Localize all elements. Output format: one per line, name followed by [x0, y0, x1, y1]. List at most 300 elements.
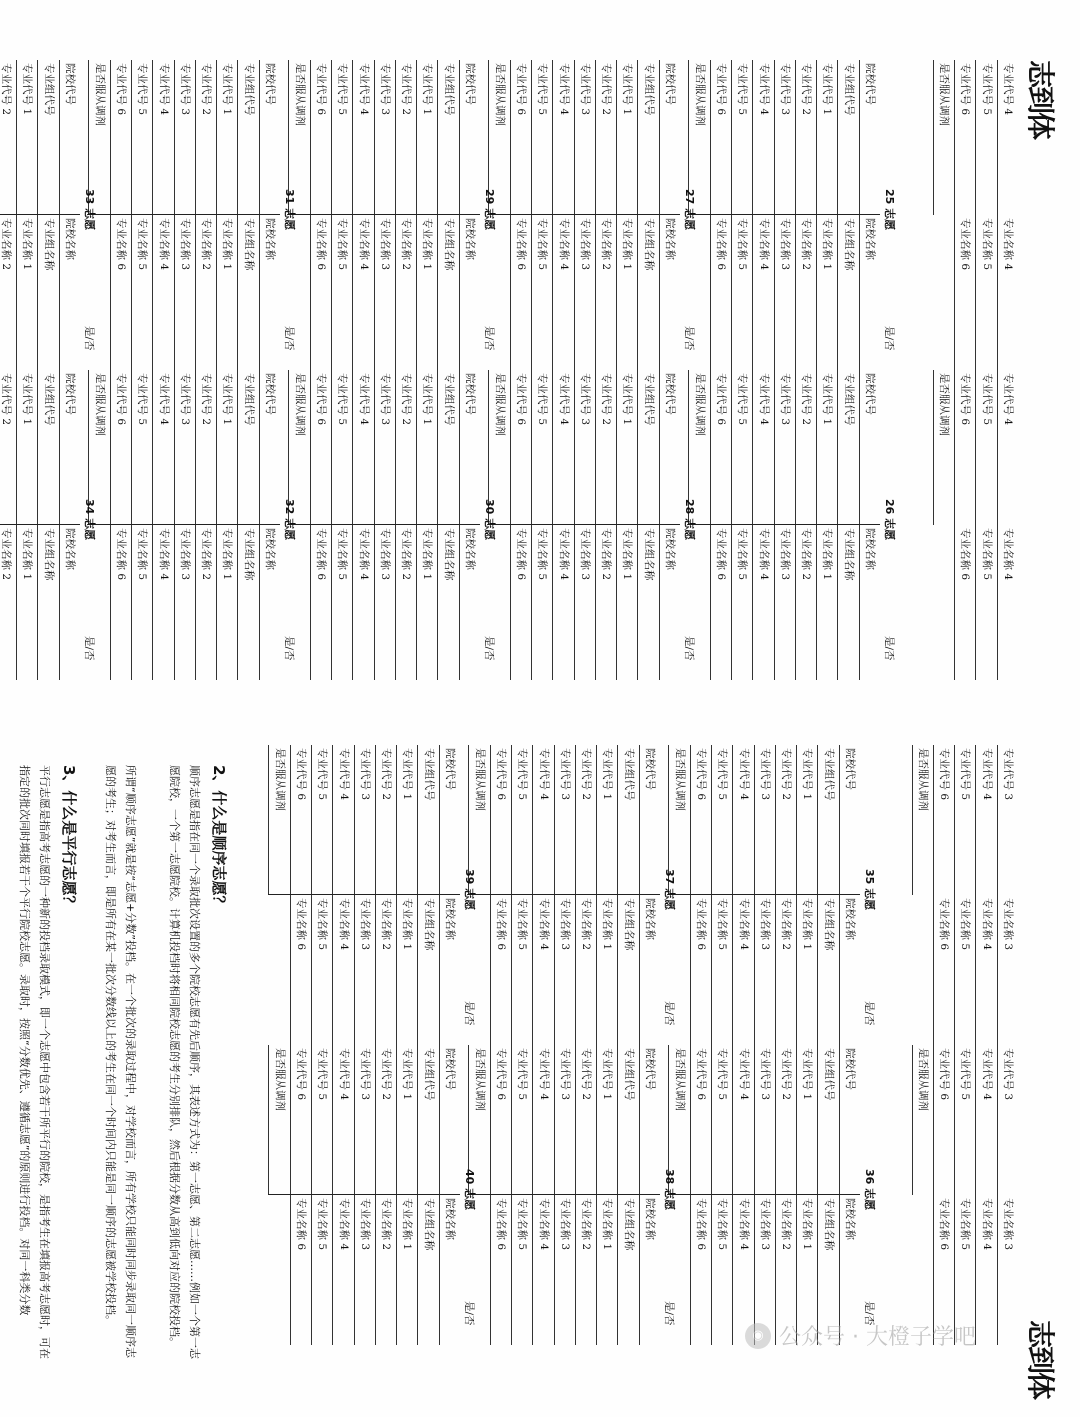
- form-cell-label: 院校代号: [864, 63, 876, 105]
- form-cell-label: 专业代号 2: [800, 373, 813, 426]
- form-row: [511, 895, 532, 1045]
- form-row: [532, 1045, 553, 1194]
- form-row: [637, 215, 658, 370]
- yes-no-option[interactable]: 是/否: [483, 326, 495, 351]
- form-cell-label: 专业名称 4: [980, 898, 993, 951]
- form-row: [754, 745, 775, 894]
- form-row: [417, 745, 438, 894]
- form-cell-label: 专业名称 6: [494, 898, 507, 951]
- form-row: [954, 745, 975, 895]
- form-row: [131, 60, 152, 214]
- continued-code-column: [912, 745, 1018, 895]
- form-cell-label: 是否服从调剂: [293, 373, 306, 436]
- form-row: [152, 525, 173, 680]
- form-row: [954, 1045, 975, 1195]
- form-row: [110, 215, 131, 370]
- form-cell-label: 专业代号 3: [578, 373, 591, 426]
- form-row: [510, 215, 531, 370]
- form-cell-label: 专业代号 6: [314, 63, 327, 116]
- form-row: [859, 525, 880, 680]
- form-row: [374, 370, 395, 524]
- form-row: [690, 1045, 711, 1194]
- form-cell-label: 专业名称 3: [1002, 898, 1014, 951]
- form-cell-label: 院校名称: [264, 218, 276, 260]
- form-row: [617, 1045, 638, 1194]
- form-row: [195, 215, 216, 370]
- section-3-para: 平行志愿是指高考志愿的一种新的投档录取模式，即一个志愿中包含若干所平行的院校，是指考生在填报高考志愿时，可在指定的批次同时填报若干个平行院校志愿。录取时，按照“分数优先、遵循志愿”的原则进行投档。对同一科类分数: [18, 765, 51, 1359]
- form-cell-label: 是否服从调剂: [473, 748, 486, 811]
- form-row: [16, 60, 37, 214]
- brand-logo-left: 志到体: [1024, 60, 1057, 139]
- continued-name-column: [954, 215, 1018, 370]
- form-row: [711, 1045, 732, 1194]
- form-row: [311, 1195, 332, 1345]
- form-row: [532, 745, 553, 894]
- yes-no-option[interactable]: 是/否: [283, 636, 295, 661]
- form-cell-label: 专业名称 1: [221, 528, 234, 581]
- form-row: [416, 215, 437, 370]
- form-row: [511, 745, 532, 894]
- form-cell-label: 专业代号 3: [758, 1048, 771, 1101]
- form-cell-label: 是否服从调剂: [273, 748, 286, 811]
- form-cell-label: 专业代号 4: [557, 373, 570, 426]
- form-cell-label: 院校代号: [664, 373, 676, 415]
- form-cell-label: 专业代号 6: [714, 63, 727, 116]
- form-row: [174, 60, 195, 214]
- form-row: [531, 215, 552, 370]
- form-cell-label: 专业组名称: [422, 898, 435, 951]
- form-cell-label: 院校名称: [64, 528, 76, 570]
- yes-no-option[interactable]: 是/否: [883, 326, 895, 351]
- form-cell-label: 专业组代号: [242, 373, 255, 426]
- continued-name-column: [933, 895, 1018, 1045]
- form-cell-label: 专业代号 1: [821, 63, 834, 116]
- volunteer-code-column: [0, 370, 80, 525]
- form-row: [490, 1195, 511, 1345]
- form-row: [259, 215, 280, 370]
- form-row: [216, 370, 237, 524]
- form-cell-label: 专业名称 6: [694, 1198, 707, 1251]
- yes-no-option[interactable]: 是/否: [83, 326, 95, 351]
- form-row: [997, 895, 1018, 1045]
- form-row: [912, 1045, 933, 1195]
- form-cell-label: 专业名称 5: [336, 218, 349, 271]
- form-cell-label: 专业代号 5: [336, 63, 349, 116]
- continued-code-column: [933, 60, 1018, 215]
- form-row: [816, 60, 837, 214]
- form-row: [954, 60, 975, 215]
- form-row: [0, 60, 16, 214]
- form-cell-label: 专业代号 3: [558, 748, 571, 801]
- volunteer-title: 30 志愿: [483, 499, 496, 541]
- form-row: [659, 370, 680, 524]
- form-row: [731, 60, 752, 214]
- form-cell-label: 专业名称 6: [959, 218, 972, 271]
- form-cell-label: 专业名称 4: [357, 218, 370, 271]
- form-cell-label: 是否服从调剂: [693, 373, 706, 436]
- form-cell-label: 专业代号 5: [716, 1048, 729, 1101]
- form-row: [354, 1195, 375, 1345]
- form-row: [817, 1045, 838, 1194]
- volunteer-name-column: [490, 895, 660, 1045]
- form-cell-label: 专业代号 3: [578, 63, 591, 116]
- form-row: [131, 215, 152, 370]
- form-cell-label: 专业组代号: [242, 63, 255, 116]
- form-cell-label: 院校名称: [644, 898, 656, 940]
- form-cell-label: 专业代号 4: [737, 1048, 750, 1101]
- form-cell-label: 专业名称 6: [314, 528, 327, 581]
- form-cell-label: 院校代号: [864, 373, 876, 415]
- form-cell-label: 专业名称 6: [959, 528, 972, 581]
- form-row: [837, 60, 858, 214]
- volunteer-code-column: [488, 370, 680, 525]
- form-row: [775, 895, 796, 1045]
- form-cell-label: 专业名称 5: [516, 898, 529, 951]
- form-cell-label: 是否服从调剂: [916, 1048, 929, 1111]
- form-cell-label: 专业代号 5: [136, 63, 149, 116]
- form-cell-label: 专业名称 5: [716, 898, 729, 951]
- form-row: [574, 370, 595, 524]
- volunteer-code-column: [288, 60, 480, 215]
- form-cell-label: 专业名称 3: [578, 218, 591, 271]
- form-cell-label: 院校名称: [864, 528, 876, 570]
- form-row: [310, 525, 331, 680]
- yes-no-option[interactable]: 是/否: [683, 636, 695, 661]
- form-row: [331, 215, 352, 370]
- form-cell-label: 专业代号 3: [358, 1048, 371, 1101]
- form-cell-label: 专业名称 4: [537, 1198, 550, 1251]
- form-row: [532, 1195, 553, 1345]
- form-row: [754, 895, 775, 1045]
- form-cell-label: 专业名称 1: [21, 218, 34, 271]
- form-cell-label: 专业名称 6: [514, 528, 527, 581]
- form-row: [439, 745, 460, 894]
- form-row: [311, 895, 332, 1045]
- form-cell-label: 是否服从调剂: [293, 63, 306, 126]
- yes-no-option[interactable]: 是/否: [463, 1001, 475, 1026]
- form-row: [332, 1195, 353, 1345]
- form-row: [374, 60, 395, 214]
- form-cell-label: 专业名称 4: [737, 1198, 750, 1251]
- form-row: [912, 745, 933, 895]
- form-cell-label: 专业组名称: [442, 528, 455, 581]
- form-row: [59, 215, 80, 370]
- form-row: [839, 895, 860, 1045]
- form-cell-label: 专业代号 5: [736, 63, 749, 116]
- form-row: [375, 895, 396, 1045]
- form-cell-label: 专业代号 6: [938, 748, 951, 801]
- form-cell-label: 专业名称 5: [136, 528, 149, 581]
- form-cell-label: 专业组代号: [422, 748, 435, 801]
- volunteer-name-column: [0, 215, 80, 370]
- form-cell-label: 院校名称: [444, 1198, 456, 1240]
- yes-no-option[interactable]: 是/否: [883, 636, 895, 661]
- form-row: [395, 370, 416, 524]
- form-cell-label: 专业组代号: [842, 373, 855, 426]
- form-cell-label: 专业名称 1: [421, 218, 434, 271]
- form-cell-label: 专业代号 2: [580, 1048, 593, 1101]
- form-cell-label: 专业名称 3: [358, 898, 371, 951]
- watermark: [745, 1320, 976, 1351]
- form-row: [459, 370, 480, 524]
- form-cell-label: 专业代号 3: [378, 63, 391, 116]
- form-row: [237, 60, 258, 214]
- section-2-para-a: 顺序志愿是指在同一个录取批次设置的多个院校志愿有先后顺序，其表述方式为：第一志愿、第二志愿……例如一个第一志愿院校，一个第一志愿院校。计算机投档时将相同院校志愿的考生分别排队，然后根据分数从高到低向对应的院校投档。: [168, 765, 201, 1359]
- form-row: [439, 1195, 460, 1345]
- form-cell-label: 专业代号 3: [178, 373, 191, 426]
- form-row: [554, 745, 575, 894]
- form-row: [617, 895, 638, 1045]
- form-cell-label: 专业代号 2: [200, 63, 213, 116]
- form-cell-label: 是否服从调剂: [938, 373, 951, 436]
- form-row: [731, 525, 752, 680]
- form-row: [459, 215, 480, 370]
- form-cell-label: 专业代号 2: [800, 63, 813, 116]
- form-cell-label: 院校名称: [464, 528, 476, 570]
- form-row: [731, 370, 752, 524]
- form-row: [616, 370, 637, 524]
- form-row: [575, 895, 596, 1045]
- form-row: [754, 1045, 775, 1194]
- volunteer-name-column: [310, 215, 480, 370]
- form-cell-label: 是否服从调剂: [938, 63, 951, 126]
- volunteer-name-column: [490, 1195, 660, 1345]
- form-cell-label: 专业代号 5: [536, 373, 549, 426]
- form-row: [795, 370, 816, 524]
- form-row: [174, 370, 195, 524]
- form-cell-label: 专业代号 4: [337, 748, 350, 801]
- yes-no-option[interactable]: 是/否: [863, 1001, 875, 1026]
- form-cell-label: 专业组名称: [422, 1198, 435, 1251]
- form-row: [933, 895, 954, 1045]
- form-row: [933, 370, 954, 525]
- volunteer-name-column: [710, 525, 880, 680]
- form-cell-label: 专业名称 4: [337, 1198, 350, 1251]
- form-cell-label: 专业名称 1: [621, 218, 634, 271]
- form-row: [574, 215, 595, 370]
- form-cell-label: 专业代号 5: [316, 748, 329, 801]
- form-cell-label: 专业名称 2: [600, 528, 613, 581]
- form-row: [511, 1195, 532, 1345]
- form-cell-label: 是否服从调剂: [693, 63, 706, 126]
- form-cell-label: 专业名称 6: [114, 218, 127, 271]
- form-row: [195, 60, 216, 214]
- form-cell-label: 专业代号 1: [421, 373, 434, 426]
- form-row: [817, 745, 838, 894]
- form-cell-label: 专业代号 1: [21, 373, 34, 426]
- form-row: [459, 60, 480, 214]
- form-cell-label: 专业组名称: [822, 1198, 835, 1251]
- form-row: [711, 745, 732, 894]
- form-cell-label: 专业名称 4: [757, 218, 770, 271]
- yes-no-option[interactable]: 是/否: [463, 1301, 475, 1326]
- form-cell-label: 专业名称 5: [336, 528, 349, 581]
- form-cell-label: 专业名称 4: [557, 218, 570, 271]
- continued-name-column: [954, 525, 1018, 680]
- form-row: [459, 525, 480, 680]
- form-cell-label: 院校名称: [864, 218, 876, 260]
- form-cell-label: 专业名称 4: [980, 1198, 993, 1251]
- form-cell-label: 专业名称 3: [178, 218, 191, 271]
- form-cell-label: 专业名称 1: [221, 218, 234, 271]
- form-cell-label: 专业代号 6: [114, 373, 127, 426]
- yes-no-option[interactable]: 是/否: [663, 1301, 675, 1326]
- form-cell-label: 专业名称 6: [938, 898, 951, 951]
- form-cell-label: 专业组代号: [422, 1048, 435, 1101]
- yes-no-option[interactable]: 是/否: [283, 326, 295, 351]
- volunteer-code-column: [668, 745, 860, 895]
- form-cell-label: 专业名称 4: [737, 898, 750, 951]
- form-cell-label: 院校代号: [444, 748, 456, 790]
- form-row: [268, 745, 289, 894]
- form-cell-label: 专业名称 3: [378, 528, 391, 581]
- form-half-right: [0, 745, 1080, 1345]
- form-row: [859, 60, 880, 214]
- form-cell-label: 专业代号 3: [358, 748, 371, 801]
- form-cell-label: 专业代号 4: [557, 63, 570, 116]
- form-cell-label: 专业名称 5: [980, 218, 993, 271]
- form-cell-label: 专业代号 6: [959, 373, 972, 426]
- form-cell-label: 专业代号 1: [621, 63, 634, 116]
- section-3-heading: 3、什么是平行志愿？: [60, 765, 78, 911]
- volunteer-title: 29 志愿: [483, 189, 496, 231]
- form-cell-label: 专业名称 3: [378, 218, 391, 271]
- form-cell-label: 专业名称 2: [580, 1198, 593, 1251]
- form-cell-label: 专业名称 2: [780, 898, 793, 951]
- form-cell-label: 专业代号 6: [494, 748, 507, 801]
- form-cell-label: 院校代号: [464, 63, 476, 105]
- form-cell-label: 专业名称 5: [136, 218, 149, 271]
- form-cell-label: 专业名称 5: [516, 1198, 529, 1251]
- form-row: [839, 1045, 860, 1194]
- form-row: [510, 525, 531, 680]
- form-row: [595, 370, 616, 524]
- form-row: [417, 895, 438, 1045]
- form-row: [637, 60, 658, 214]
- form-row: [396, 1045, 417, 1194]
- form-row: [933, 60, 954, 215]
- volunteer-code-column: [288, 370, 480, 525]
- form-row: [352, 60, 373, 214]
- form-cell-label: 专业名称 6: [714, 528, 727, 581]
- form-row: [416, 60, 437, 214]
- form-row: [711, 1195, 732, 1345]
- form-cell-label: 专业代号 5: [736, 373, 749, 426]
- form-row: [954, 370, 975, 525]
- form-row: [552, 525, 573, 680]
- form-cell-label: 专业名称 5: [536, 218, 549, 271]
- form-row: [975, 370, 996, 525]
- form-row: [216, 215, 237, 370]
- form-cell-label: 专业名称 2: [380, 898, 393, 951]
- form-row: [552, 370, 573, 524]
- volunteer-code-column: [688, 370, 880, 525]
- form-cell-label: 专业代号 4: [537, 748, 550, 801]
- volunteer-title: 40 志愿: [463, 1169, 476, 1211]
- form-cell-label: 专业代号 6: [714, 373, 727, 426]
- form-cell-label: 专业名称 5: [736, 218, 749, 271]
- form-row: [110, 370, 131, 524]
- yes-no-option[interactable]: 是/否: [483, 636, 495, 661]
- form-cell-label: 专业代号 2: [0, 373, 13, 426]
- yes-no-option[interactable]: 是/否: [863, 1301, 875, 1326]
- volunteer-title: 31 志愿: [283, 189, 296, 231]
- section-2-heading: 2、什么是顺序志愿？: [210, 765, 228, 911]
- form-row: [975, 745, 996, 895]
- volunteer-name-column: [290, 895, 460, 1045]
- form-cell-label: 专业代号 1: [421, 63, 434, 116]
- yes-no-option[interactable]: 是/否: [83, 636, 95, 661]
- form-row: [417, 1195, 438, 1345]
- form-row: [37, 370, 58, 524]
- form-row: [259, 525, 280, 680]
- form-cell-label: 专业名称 4: [157, 528, 170, 581]
- form-cell-label: 专业名称 6: [694, 898, 707, 951]
- form-row: [710, 215, 731, 370]
- form-row: [796, 895, 817, 1045]
- form-row: [417, 1045, 438, 1194]
- form-row: [354, 745, 375, 894]
- form-row: [795, 60, 816, 214]
- form-row: [574, 525, 595, 680]
- form-cell-label: 专业代号 1: [821, 373, 834, 426]
- form-cell-label: 专业组名称: [442, 218, 455, 271]
- form-cell-label: 专业名称 2: [580, 898, 593, 951]
- form-row: [637, 370, 658, 524]
- form-cell-label: 院校代号: [644, 1048, 656, 1090]
- continued-code-column: [933, 370, 1018, 525]
- form-row: [596, 895, 617, 1045]
- form-row: [837, 215, 858, 370]
- form-row: [616, 215, 637, 370]
- form-row: [237, 525, 258, 680]
- form-cell-label: 专业代号 2: [200, 373, 213, 426]
- form-cell-label: 专业代号 6: [514, 373, 527, 426]
- form-row: [975, 525, 996, 680]
- form-cell-label: 专业代号 6: [114, 63, 127, 116]
- form-row: [997, 525, 1018, 680]
- volunteer-name-column: [0, 525, 80, 680]
- form-row: [816, 525, 837, 680]
- yes-no-option[interactable]: 是/否: [683, 326, 695, 351]
- form-row: [690, 745, 711, 894]
- volunteer-name-column: [710, 215, 880, 370]
- form-cell-label: 专业名称 4: [1002, 218, 1014, 271]
- form-row: [954, 895, 975, 1045]
- form-cell-label: 专业代号 5: [716, 748, 729, 801]
- form-row: [439, 895, 460, 1045]
- form-cell-label: 专业组代号: [442, 63, 455, 116]
- form-cell-label: 专业代号 1: [221, 373, 234, 426]
- form-cell-label: 是否服从调剂: [93, 63, 106, 126]
- form-cell-label: 专业代号 1: [601, 748, 614, 801]
- form-row: [354, 1045, 375, 1194]
- form-row: [795, 215, 816, 370]
- volunteer-name-column: [690, 895, 860, 1045]
- yes-no-option[interactable]: 是/否: [663, 1001, 675, 1026]
- form-cell-label: 专业组代号: [842, 63, 855, 116]
- volunteer-name-column: [290, 1195, 460, 1345]
- form-row: [395, 60, 416, 214]
- form-row: [531, 525, 552, 680]
- form-cell-label: 专业代号 1: [401, 1048, 414, 1101]
- form-cell-label: 专业代号 6: [294, 1048, 307, 1101]
- form-cell-label: 专业代号 4: [980, 748, 993, 801]
- form-cell-label: 专业名称 6: [514, 218, 527, 271]
- form-row: [37, 60, 58, 214]
- form-row: [510, 60, 531, 214]
- form-cell-label: 专业代号 1: [401, 748, 414, 801]
